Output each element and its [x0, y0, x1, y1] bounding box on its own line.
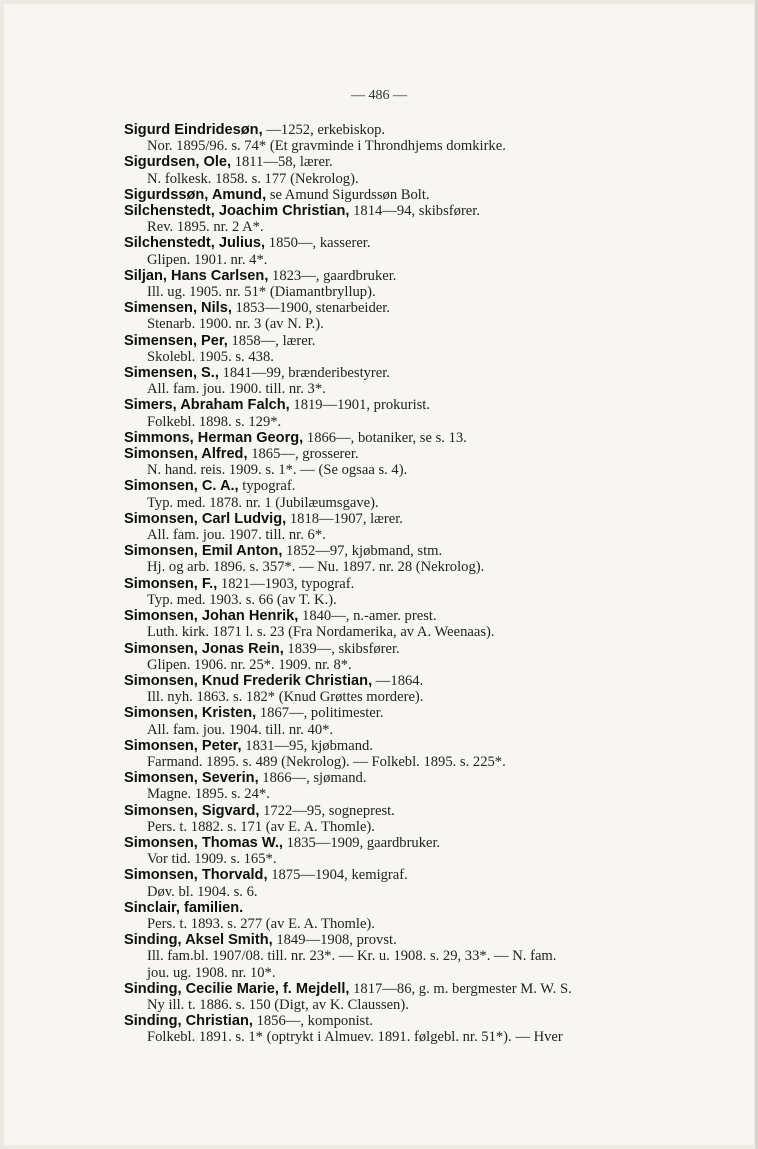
entry-description: —1864. [375, 672, 424, 689]
entry-description: 1839—, skibsfører. [287, 640, 400, 657]
entry-description: 1849—1908, provst. [276, 932, 397, 949]
list-item [124, 333, 734, 365]
entry-heading [124, 608, 734, 624]
entry-source: All. fam. jou. 1907. till. nr. 6*. [147, 527, 326, 544]
entry-heading [124, 365, 734, 381]
entry-source: Typ. med. 1878. nr. 1 (Jubilæumsgave). [147, 494, 379, 511]
entry-name: Simonsen, Alfred, [124, 446, 248, 463]
entry-source: jou. ug. 1908. nr. 10*. [147, 964, 276, 981]
entry-name: Silchenstedt, Joachim Christian, [124, 203, 350, 220]
list-item [124, 900, 734, 932]
entry-source: Ny ill. t. 1886. s. 150 (Digt, av K. Claussen). [147, 996, 409, 1013]
entry-name: Simonsen, Carl Ludvig, [124, 510, 287, 527]
entry-source: N. hand. reis. 1909. s. 1*. — (Se ogsaa s. 4). [147, 462, 408, 479]
entry-heading [124, 122, 734, 138]
entry-heading [124, 300, 734, 316]
entry-name: Simonsen, F., [124, 575, 218, 592]
entry-name: Simensen, S., [124, 365, 219, 382]
entry-name: Simonsen, Kristen, [124, 705, 257, 722]
entry-source: Farmand. 1895. s. 489 (Nekrolog). — Folkebl. 1895. s. 225*. [147, 753, 506, 770]
entry-name: Simonsen, Johan Henrik, [124, 608, 299, 625]
entry-heading [124, 981, 734, 997]
list-item [124, 300, 734, 332]
entry-source: Rev. 1895. nr. 2 A*. [147, 219, 264, 236]
entry-description: 1823—, gaardbruker. [272, 267, 397, 284]
entry-heading [124, 705, 734, 721]
entry-heading [124, 397, 734, 413]
entry-heading [124, 738, 734, 754]
entry-source: N. folkesk. 1858. s. 177 (Nekrolog). [147, 170, 359, 187]
list-item [124, 203, 734, 235]
entry-source: Typ. med. 1903. s. 66 (av T. K.). [147, 591, 337, 608]
entry-source: Hj. og arb. 1896. s. 357*. — Nu. 1897. nr. 28 (Nekrolog). [147, 559, 485, 576]
entry-description: 1867—, politimester. [259, 705, 384, 722]
entry-description: 1840—, n.-amer. prest. [302, 608, 437, 625]
entry-name: Simers, Abraham Falch, [124, 397, 290, 414]
entry-heading [124, 187, 734, 203]
list-item [124, 235, 734, 267]
entry-source: Døv. bl. 1904. s. 6. [147, 883, 258, 900]
entry-name: Simonsen, Emil Anton, [124, 543, 283, 560]
entry-source: Glipen. 1901. nr. 4*. [147, 251, 268, 268]
entry-source: Ill. ug. 1905. nr. 51* (Diamantbryllup). [147, 284, 376, 301]
entry-description: 1875—1904, kemigraf. [271, 867, 408, 884]
entry-name: Simonsen, Severin, [124, 770, 259, 787]
entry-description: 1814—94, skibsfører. [353, 203, 480, 220]
entry-source: Magne. 1895. s. 24*. [147, 786, 270, 803]
list-item [124, 1013, 734, 1045]
entry-description: 1866—, sjømand. [262, 770, 367, 787]
entry-description: 1865—, grosserer. [251, 446, 359, 463]
entry-heading [124, 268, 734, 284]
list-item [124, 803, 734, 835]
entry-name: Sigurd Eindridesøn, [124, 122, 263, 138]
entry-description: 1853—1900, stenarbeider. [235, 300, 390, 317]
entry-name: Silchenstedt, Julius, [124, 235, 266, 252]
list-item [124, 673, 734, 705]
entry-source: Stenarb. 1900. nr. 3 (av N. P.). [147, 316, 324, 333]
entry-heading [124, 867, 734, 883]
entry-list [124, 122, 734, 1046]
list-item [124, 187, 734, 203]
list-item [124, 268, 734, 300]
list-item [124, 397, 734, 429]
list-item [124, 981, 734, 1013]
entry-description: —1252, erkebiskop. [266, 122, 386, 138]
entry-source: Pers. t. 1893. s. 277 (av E. A. Thomle). [147, 915, 375, 932]
entry-source: All. fam. jou. 1900. till. nr. 3*. [147, 381, 326, 398]
entry-heading [124, 446, 734, 462]
entry-description: 1835—1909, gaardbruker. [286, 834, 441, 851]
entry-heading [124, 673, 734, 689]
entry-heading [124, 576, 734, 592]
entry-heading [124, 803, 734, 819]
entry-name: Simonsen, Sigvard, [124, 802, 260, 819]
list-item [124, 478, 734, 510]
entry-heading [124, 333, 734, 349]
entry-heading [124, 511, 734, 527]
entry-source: All. fam. jou. 1904. till. nr. 40*. [147, 721, 334, 738]
entry-source: Ill. fam.bl. 1907/08. till. nr. 23*. — Kr. u. 1908. s. 29, 33*. — N. fam. [147, 948, 557, 965]
list-item [124, 543, 734, 575]
entry-description: 1866—, botaniker, se s. 13. [306, 429, 467, 446]
entry-description: 1817—86, g. m. bergmester M. W. S. [353, 980, 572, 997]
entry-name: Simonsen, C. A., [124, 478, 239, 495]
entry-source: Folkebl. 1898. s. 129*. [147, 413, 282, 430]
entry-heading [124, 430, 734, 446]
entry-name: Simensen, Per, [124, 332, 228, 349]
list-item [124, 430, 734, 446]
entry-description: 1841—99, brænderibestyrer. [222, 365, 390, 382]
list-item [124, 641, 734, 673]
entry-heading [124, 932, 734, 948]
entry-name: Sinding, Cecilie Marie, f. Mejdell, [124, 980, 350, 997]
entry-source: Folkebl. 1891. s. 1* (optrykt i Almuev. 1891. følgebl. nr. 51*). — Hver [147, 1029, 563, 1046]
entry-heading [124, 203, 734, 219]
list-item [124, 608, 734, 640]
entry-description: 1811—58, lærer. [234, 154, 333, 171]
entry-description: 1819—1901, prokurist. [293, 397, 431, 414]
entry-source: Glipen. 1906. nr. 25*. 1909. nr. 8*. [147, 656, 352, 673]
entry-name: Siljan, Hans Carlsen, [124, 267, 269, 284]
entry-name: Simonsen, Jonas Rein, [124, 640, 284, 657]
entry-name: Sinding, Christian, [124, 1013, 253, 1030]
entry-name: Sigurdsen, Ole, [124, 154, 232, 171]
entry-name: Simensen, Nils, [124, 300, 232, 317]
list-item [124, 511, 734, 543]
entry-description: 1856—, komponist. [256, 1013, 373, 1030]
entry-heading [124, 235, 734, 251]
list-item [124, 122, 734, 154]
entry-source: Skolebl. 1905. s. 438. [147, 348, 274, 365]
entry-name: Simonsen, Thorvald, [124, 867, 268, 884]
entry-name: Simonsen, Knud Frederik Christian, [124, 672, 373, 689]
list-item [124, 154, 734, 186]
entry-heading [124, 478, 734, 494]
entry-name: Simonsen, Thomas W., [124, 834, 283, 851]
entry-name: Sinclair, familien. [124, 899, 244, 916]
entry-description: 1722—95, sogneprest. [263, 802, 395, 819]
entry-description: se Amund Sigurdssøn Bolt. [269, 186, 430, 203]
entry-source: Pers. t. 1882. s. 171 (av E. A. Thomle). [147, 818, 375, 835]
entry-heading [124, 835, 734, 851]
entry-source: Ill. nyh. 1863. s. 182* (Knud Grøttes mordere). [147, 689, 424, 706]
list-item [124, 738, 734, 770]
entry-description: 1858—, lærer. [231, 332, 316, 349]
list-item [124, 770, 734, 802]
entry-description: 1831—95, kjøbmand. [245, 737, 373, 754]
list-item [124, 576, 734, 608]
list-item [124, 867, 734, 899]
entry-heading [124, 900, 734, 916]
page-number: — 486 — [351, 88, 407, 103]
entry-source: Vor tid. 1909. s. 165*. [147, 851, 277, 868]
list-item [124, 835, 734, 867]
entry-heading [124, 641, 734, 657]
entry-heading [124, 1013, 734, 1029]
list-item [124, 446, 734, 478]
entry-heading [124, 543, 734, 559]
entry-heading [124, 770, 734, 786]
list-item [124, 365, 734, 397]
entry-description: 1821—1903, typograf. [220, 575, 355, 592]
entry-description: 1818—1907, lærer. [289, 510, 403, 527]
list-item [124, 932, 734, 981]
entry-source: Luth. kirk. 1871 l. s. 23 (Fra Nordamerika, av A. Weenaas). [147, 624, 495, 641]
entry-name: Simmons, Herman Georg, [124, 429, 304, 446]
entry-name: Sigurdssøn, Amund, [124, 186, 267, 203]
entry-name: Simonsen, Peter, [124, 737, 242, 754]
entry-description: 1850—, kasserer. [268, 235, 371, 252]
list-item [124, 705, 734, 737]
entry-description: 1852—97, kjøbmand, stm. [286, 543, 443, 560]
entry-source: Nor. 1895/96. s. 74* (Et gravminde i Throndhjems domkirke. [147, 138, 506, 155]
entry-name: Sinding, Aksel Smith, [124, 932, 273, 949]
entry-description: typograf. [242, 478, 296, 495]
entry-heading [124, 154, 734, 170]
